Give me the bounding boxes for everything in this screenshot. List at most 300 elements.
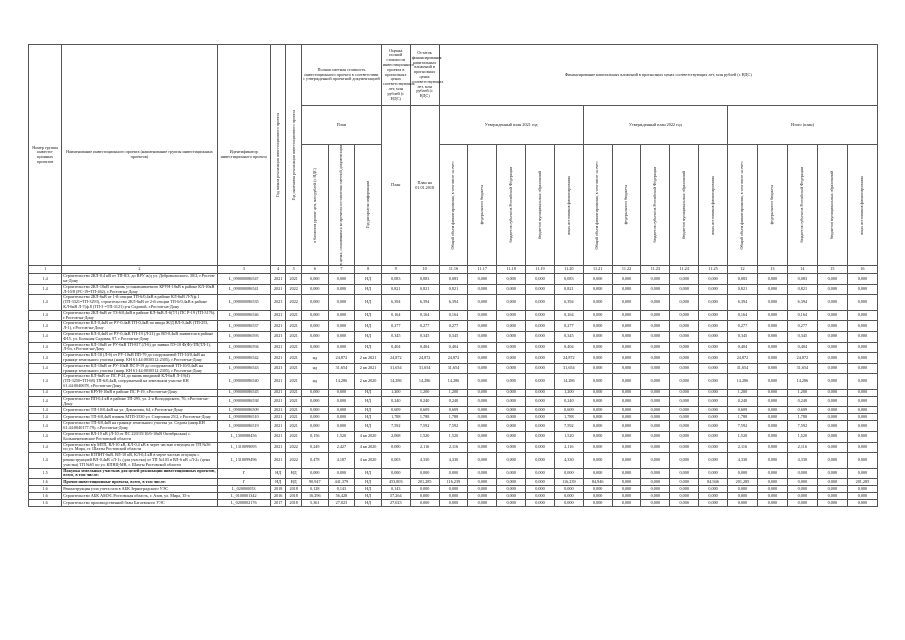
start-year-cell: 2021 [270,421,286,432]
column-number-cell: 11.21 [583,266,612,274]
financing-value-cell: 0,000 [670,363,699,374]
financing-value-cell: 0,609 [787,407,817,414]
start-year-cell: НД [270,468,286,479]
financing-value-cell: 1,520 [727,432,757,443]
financing-value-cell: 0,000 [641,500,670,507]
cost-base-cell: 0,000 [301,468,328,479]
table-row [29,321,878,332]
financing-value-cell: 0,000 [468,414,497,421]
financing-value-cell: 0,277 [787,321,817,332]
start-year-cell: 2021 [270,332,286,343]
financing-value-cell: 0,000 [612,414,641,421]
financing-value-cell: 0,000 [583,414,612,421]
financing-value-cell: 0,000 [670,453,699,468]
financing-value-cell: 0,000 [847,363,877,374]
full-cost-cell: 0,277 [381,321,410,332]
cost-year-cell: НД [355,389,382,396]
start-year-cell: 2021 [270,432,286,443]
project-id-cell: L_090000086546 [217,310,270,321]
full-cost-cell: 0,240 [381,396,410,407]
financing-value-cell: 0,000 [670,500,699,507]
financing-value-cell: 0,000 [641,442,670,453]
financing-value-cell: 0,000 [670,407,699,414]
cost-date-cell: 0,000 [328,310,355,321]
financing-value-cell: 0,000 [497,500,526,507]
financing-value-cell: 31,654 [439,363,468,374]
financing-value-cell: 0,000 [583,389,612,396]
financing-value-cell: 0,821 [727,284,757,295]
financing-value-cell: 0,000 [757,295,787,310]
financing-value-cell: 0,000 [468,486,497,493]
financing-value-cell: 4,330 [554,453,583,468]
column-number-cell: 11.17 [468,266,497,274]
financing-value-cell: 0,000 [817,421,847,432]
financing-value-cell: 2,116 [439,442,468,453]
financing-value-cell: 0,000 [612,274,641,285]
financing-value-cell: 0,404 [727,342,757,353]
financing-value-cell: 2,116 [554,442,583,453]
start-year-cell: 2021 [270,442,286,453]
financing-value-cell: 0,000 [787,468,817,479]
financing-value-cell: 0,000 [583,332,612,343]
financing-value-cell: 0,000 [670,486,699,493]
financing-value-cell: 0,345 [787,332,817,343]
project-id-cell: L_090000086538 [217,396,270,407]
group-number-cell: 1.6 [29,493,62,500]
financing-value-cell: 0,000 [526,414,555,421]
financing-value-cell: 0,000 [497,479,526,486]
cost-base-cell: нд [301,374,328,389]
cost-date-cell: 0,000 [328,421,355,432]
financing-value-cell: 0,000 [497,453,526,468]
financing-value-cell: 0,000 [526,332,555,343]
end-year-cell: 2018 [286,486,302,493]
investment-program-table [28,44,878,507]
cost-year-cell: НД [355,342,382,353]
column-number-cell: 16 [847,266,877,274]
financing-value-cell: 0,000 [612,284,641,295]
project-name-cell: Строительство ПП-0,4 кВ в районе ТП-295, ул. 2-я Володарского, 76, г.Ростов-на-Дону [62,396,217,407]
end-year-cell: 2018 [286,493,302,500]
financing-value-cell: 0,000 [641,407,670,414]
financing-value-cell: 0,000 [497,486,526,493]
table-row [29,353,878,364]
start-year-cell: 2017 [270,500,286,507]
financing-value-cell: 0,000 [670,284,699,295]
end-year-cell: 2021 [286,332,302,343]
remaining-cell: 31,654 [410,363,439,374]
financing-value-cell: 0,000 [612,374,641,389]
financing-value-cell: 0,000 [757,321,787,332]
financing-value-cell: 0,000 [670,374,699,389]
full-cost-cell: 0,083 [381,274,410,285]
financing-value-cell: 0,000 [612,321,641,332]
subheader-2022-municipal: бюджетов муниципальных образований [670,145,699,266]
financing-value-cell: 84,946 [583,479,612,486]
start-year-cell: 2021 [270,274,286,285]
financing-value-cell: 0,000 [468,396,497,407]
column-number-cell: 3 [217,266,270,274]
financing-value-cell: 0,000 [817,500,847,507]
column-number-cell: 7 [328,266,355,274]
subheader-2022-federal: федерального бюджета [612,145,641,266]
financing-value-cell: 0,000 [468,353,497,364]
financing-value-cell: 0,000 [787,493,817,500]
column-number-cell: 11.16 [439,266,468,274]
financing-value-cell: 0,000 [526,321,555,332]
financing-value-cell: 7,592 [554,421,583,432]
financing-value-cell: 0,000 [526,421,555,432]
financing-value-cell: 0,000 [468,274,497,285]
subheader-year: Год раскрытия информации [355,145,382,266]
financing-value-cell: 0,240 [787,396,817,407]
project-name-cell: Строительство АБК АМЭС Ростовская область, г. Азов, ул. Мира, 35-а [62,493,217,500]
group-number-cell: 1.4 [29,363,62,374]
project-id-cell: L_090000086547 [217,274,270,285]
financing-value-cell: 0,000 [787,479,817,486]
financing-value-cell: 0,000 [817,310,847,321]
financing-value-cell: 0,000 [612,442,641,453]
financing-value-cell: 0,000 [757,374,787,389]
start-year-cell: 2021 [270,414,286,421]
cost-base-cell: 0,000 [301,421,328,432]
financing-value-cell: 0,000 [757,453,787,468]
group-number-cell: 1.4 [29,274,62,285]
column-number-cell: 6 [301,266,328,274]
project-name-cell: Строительство КЛ-0,4кВ от РУ-0,4кВ ТП-19 (Л-21) до ВЛ-0,4кВ заявителя в районе Ф15, ул. Большая Садовая, 97, г.Ростов-на-Дону [62,332,217,343]
project-id-cell: L_020000053 [217,486,270,493]
financing-value-cell: 1,520 [787,432,817,443]
financing-value-cell: 0,609 [727,407,757,414]
financing-value-cell: 0,000 [757,432,787,443]
cost-year-cell: НД [355,407,382,414]
financing-value-cell: 1,788 [727,414,757,421]
financing-value-cell: 0,000 [699,310,728,321]
financing-value-cell: 0,000 [468,332,497,343]
remaining-cell: 14,286 [410,374,439,389]
full-cost-cell: 2,068 [381,432,410,443]
header-row-1 [29,45,878,106]
financing-value-cell: 0,000 [847,421,877,432]
group-number-cell: 1.4 [29,414,62,421]
financing-value-cell: 0,000 [583,310,612,321]
table-row [29,342,878,353]
header-project-name: Наименование инвестиционного проекта (наименование группы инвестиционных проектов) [62,45,217,266]
project-name-cell: Строительство ТП-6/0,4кВ на границе земельного участка ул. Седова (напр.КН 61:44:0040177:79), г.Ростов-на-Дону [62,421,217,432]
financing-value-cell: 0,000 [699,389,728,396]
financing-value-cell: 0,000 [554,500,583,507]
financing-value-cell: 0,000 [847,332,877,343]
financing-value-cell: 0,000 [670,432,699,443]
header-start-year: Год начала реализации инвестиционного проекта [270,45,286,266]
financing-value-cell: 0,000 [847,486,877,493]
financing-value-cell: 0,000 [757,353,787,364]
financing-value-cell: 0,000 [817,442,847,453]
financing-value-cell: 0,000 [583,274,612,285]
cost-base-cell: нд [301,363,328,374]
financing-value-cell: 0,345 [727,332,757,343]
column-number-cell: 8 [355,266,382,274]
project-id-cell: Г [217,479,270,486]
column-number-cell: 9 [381,266,410,274]
financing-value-cell: 0,000 [468,342,497,353]
financing-value-cell: 0,000 [612,493,641,500]
cost-year-cell: 4 кв 2020 [355,432,382,443]
financing-value-cell: 0,000 [817,321,847,332]
group-number-cell: 1.4 [29,442,62,453]
project-name-cell: Строительство ТП-10/0,4кВ на ул. Довлатова, 64, г.Ростов-на-Дону [62,407,217,414]
financing-value-cell: 0,000 [699,332,728,343]
financing-value-cell: 0,000 [699,284,728,295]
financing-value-cell: 0,000 [641,363,670,374]
table-row [29,432,878,443]
financing-value-cell: 0,000 [439,500,468,507]
financing-value-cell: 0,000 [670,274,699,285]
column-number-cell: 11.20 [554,266,583,274]
financing-value-cell: 0,000 [612,432,641,443]
financing-value-cell: 0,000 [699,374,728,389]
table-row [29,479,878,486]
financing-value-cell: 0,000 [670,479,699,486]
financing-value-cell: 7,592 [439,421,468,432]
financing-value-cell: 0,000 [583,363,612,374]
financing-value-cell: 1,520 [439,432,468,443]
table-row [29,407,878,414]
subheader-cost-date: в ценах, сложившихся ко времени составления сметной документации [328,145,355,266]
financing-value-cell: 0,240 [727,396,757,407]
financing-value-cell: 0,000 [583,421,612,432]
financing-value-cell: 0,609 [439,407,468,414]
cost-base-cell: 0,128 [301,486,328,493]
financing-value-cell: 116,239 [554,479,583,486]
group-number-cell: 1.4 [29,353,62,364]
cost-date-cell: 0,000 [328,407,355,414]
remaining-cell: 0,609 [410,407,439,414]
financing-value-cell: 0,000 [497,407,526,414]
financing-value-cell: 0,000 [847,414,877,421]
project-id-cell: Г [217,468,270,479]
group-number-cell: 1.4 [29,389,62,396]
column-number-cell: 11.25 [699,266,728,274]
financing-value-cell: 0,000 [497,274,526,285]
full-cost-cell: 0,821 [381,284,410,295]
cost-date-cell: 0,000 [328,342,355,353]
financing-value-cell: 0,000 [787,500,817,507]
header-remaining-financing: Остаток финансирования капитальных вложений в прогнозных ценах соответствующих лет, млн рублей (с НДС) [410,45,439,106]
financing-value-cell: 0,000 [757,396,787,407]
financing-value-cell: 0,000 [583,396,612,407]
header-plan-2021: Утвержденный план 2021 год [439,106,583,145]
project-id-cell: L_0200002176 [217,500,270,507]
financing-value-cell: 0,000 [439,468,468,479]
cost-date-cell: 0,000 [328,332,355,343]
financing-value-cell: 0,000 [757,363,787,374]
financing-value-cell: 0,000 [583,442,612,453]
subheader-total-regional: бюджетов субъектов Российской Федерации [787,145,817,266]
full-cost-cell: 14,286 [381,374,410,389]
subheader-2021-regional: бюджетов субъектов Российской Федерации [497,145,526,266]
end-year-cell: 2018 [286,500,302,507]
financing-value-cell: 0,000 [468,468,497,479]
cost-base-cell: 0,000 [301,274,328,285]
financing-value-cell: 0,000 [468,493,497,500]
full-cost-cell: 7,592 [381,421,410,432]
financing-value-cell: 0,000 [497,432,526,443]
start-year-cell: 2021 [270,453,286,468]
financing-value-cell: 24,872 [787,353,817,364]
end-year-cell: НД [286,468,302,479]
financing-value-cell: 0,000 [847,374,877,389]
financing-value-cell: 0,000 [583,486,612,493]
financing-value-cell: 0,000 [817,407,847,414]
group-number-cell: 1.4 [29,295,62,310]
cost-date-cell: 0,000 [328,389,355,396]
subheader-2022-regional: бюджетов субъектов Российской Федерации [641,145,670,266]
group-number-cell: 1.4 [29,342,62,353]
start-year-cell: 2021 [270,389,286,396]
project-name-cell: Строительство ТП-6/0,4кВ взамен МТП-3530 ул. Стартовая 25/2, г.Ростов-на-Дону [62,414,217,421]
cost-year-cell: НД [355,310,382,321]
financing-value-cell: 0,000 [699,407,728,414]
financing-value-cell: 0,000 [699,442,728,453]
subheader-total-federal: федерального бюджета [757,145,787,266]
end-year-cell: 2021 [286,274,302,285]
cost-year-cell: 4 кв 2020 [355,453,382,468]
header-full-cost-estimate: Оценка полной стоимости инвестиционного проекта в прогнозных ценах соответствующих лет, млн рублей (с НДС) [381,45,410,106]
column-number-cell: 10 [410,266,439,274]
column-number-cell: 11.23 [641,266,670,274]
financing-value-cell: 0,000 [847,284,877,295]
full-cost-cell: 1,200 [381,389,410,396]
full-cost-cell: 24,872 [381,353,410,364]
cost-date-cell: 56,428 [328,493,355,500]
financing-value-cell: 0,404 [554,342,583,353]
header-group-number: Номер группы инвести-ционных проектов [29,45,62,266]
header-estimated-cost: Полная сметная стоимость инвестиционного проекта в соответствии с утвержденной проектной документацией [301,45,381,106]
project-id-cell: L_0100001342 [217,493,270,500]
financing-value-cell: 0,000 [757,274,787,285]
cost-date-cell: 0,000 [328,321,355,332]
financing-value-cell: 0,000 [847,493,877,500]
end-year-cell: 2021 [286,421,302,432]
table-row [29,493,878,500]
subheader-2021-other: иных источников финансирования [554,145,583,266]
cost-year-cell: НД [355,500,382,507]
financing-value-cell: 0,000 [612,468,641,479]
financing-value-cell: 0,000 [757,414,787,421]
end-year-cell: 2021 [286,407,302,414]
remaining-cell: 0,164 [410,310,439,321]
financing-value-cell: 0,000 [699,342,728,353]
end-year-cell: 2022 [286,295,302,310]
subheader-2021-municipal: бюджетов муниципальных образований [526,145,555,266]
financing-value-cell: 0,000 [526,493,555,500]
financing-value-cell: 0,000 [817,396,847,407]
financing-value-cell: 0,000 [497,284,526,295]
financing-value-cell: 0,000 [847,353,877,364]
cost-base-cell: 0,156 [301,432,328,443]
financing-value-cell: 2,116 [787,442,817,453]
project-id-cell: L_090000086519 [217,421,270,432]
financing-value-cell: 0,000 [526,479,555,486]
table-row [29,396,878,407]
full-cost-cell: 0,164 [381,310,410,321]
column-number-cell: 4 [270,266,286,274]
financing-value-cell: 6,394 [787,295,817,310]
financing-value-cell: 0,000 [847,342,877,353]
financing-value-cell: 0,000 [641,321,670,332]
cost-year-cell: НД [355,284,382,295]
remaining-cell: 1,200 [410,389,439,396]
cost-year-cell: НД [355,295,382,310]
cost-date-cell: 0,000 [328,274,355,285]
financing-value-cell: 0,000 [612,363,641,374]
group-number-cell: 1.4 [29,407,62,414]
financing-value-cell: 0,000 [641,295,670,310]
cost-date-cell: 0,000 [328,396,355,407]
financing-value-cell: 0,000 [641,486,670,493]
financing-value-cell: 0,000 [583,321,612,332]
financing-value-cell: 31,654 [727,363,757,374]
financing-value-cell: 0,000 [817,468,847,479]
header-total-plan: Итого (план) [727,106,877,145]
financing-value-cell: 0,000 [497,363,526,374]
project-name-cell: Строительство КЛ-10 (Л-6) от РУ-10кВ ПП-79 до сооружаемой ТП-10/0,4кВ на границе земельного участка (напр. КН 61:44:0030512:2305), г.Ростов-на-Дону [62,353,217,364]
cost-date-cell: 2,427 [328,442,355,453]
financing-value-cell: 0,000 [612,396,641,407]
financing-value-cell: 0,000 [847,310,877,321]
financing-value-cell: 0,240 [439,396,468,407]
financing-value-cell: 0,000 [670,468,699,479]
project-id-cell: L_090000086510 [217,414,270,421]
full-cost-cell: 27,023 [381,500,410,507]
cost-date-cell: 27,023 [328,500,355,507]
financing-value-cell: 0,000 [847,453,877,468]
financing-value-cell: 0,000 [847,295,877,310]
cost-base-cell: 0,000 [301,321,328,332]
financing-value-cell: 0,000 [699,486,728,493]
start-year-cell: 2021 [270,342,286,353]
financing-value-cell: 0,083 [727,274,757,285]
financing-value-cell: 0,000 [817,374,847,389]
financing-value-cell: 0,000 [526,284,555,295]
cost-year-cell: 2 кв 2021 [355,363,382,374]
financing-value-cell: 0,000 [526,442,555,453]
project-id-cell: L_090000086540 [217,374,270,389]
financing-value-cell: 0,000 [699,453,728,468]
financing-value-cell: 0,000 [670,421,699,432]
investment-program-table-sheet [28,44,878,507]
financing-value-cell: 1,200 [727,389,757,396]
project-id-cell: L_090000086537 [217,321,270,332]
remaining-cell: 0,000 [410,468,439,479]
financing-value-cell: 1,200 [439,389,468,396]
financing-value-cell: 0,000 [727,468,757,479]
financing-value-cell: 0,000 [468,442,497,453]
financing-value-cell: 0,000 [817,295,847,310]
financing-value-cell: 0,000 [468,374,497,389]
project-name-cell: Строительство 2КЛ-0,4 кВ от ТП-8/3, до ВРУ ж/д ул. Добровольского, 30/2, г.Ростов-на-Дону [63,273,216,284]
column-number-cell: 11.19 [526,266,555,274]
remaining-cell: 0,345 [410,332,439,343]
cost-year-cell: 2 кв 2020 [355,374,382,389]
start-year-cell: НД [270,479,286,486]
cost-year-cell: НД [355,274,382,285]
cost-base-cell: 0,249 [301,442,328,453]
financing-value-cell: 24,872 [554,353,583,364]
cost-base-cell: 0,000 [301,332,328,343]
financing-value-cell: 0,000 [727,493,757,500]
